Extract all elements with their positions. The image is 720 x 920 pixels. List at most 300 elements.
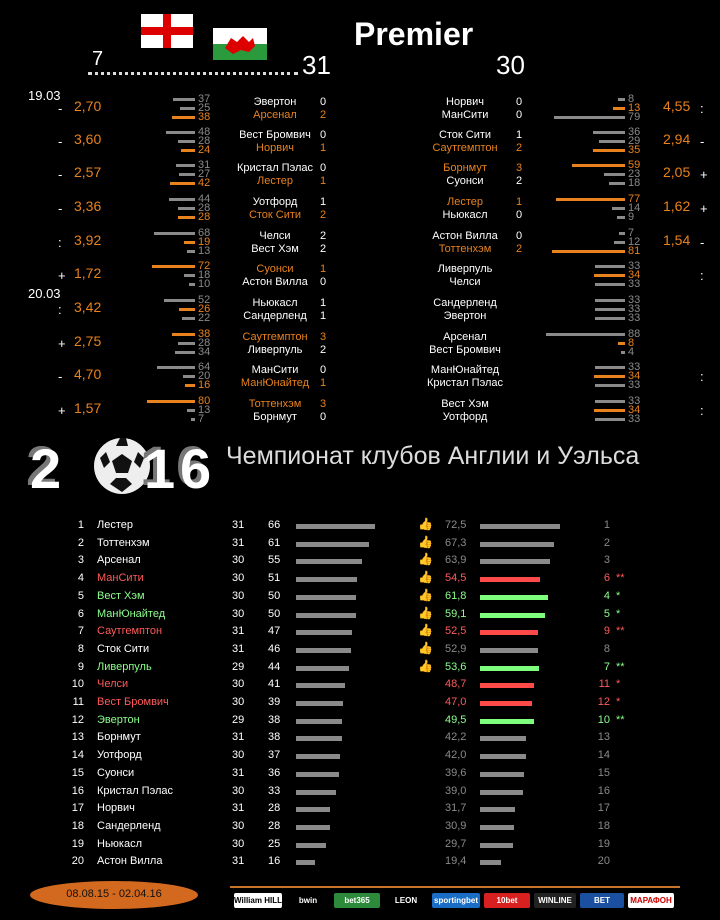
points-bar (296, 754, 340, 759)
match-sign: : (700, 101, 704, 116)
table-games: 30 (232, 608, 245, 620)
home-score: 1 (320, 263, 327, 275)
table-rating: 72,5 (445, 519, 467, 531)
table-games: 31 (232, 802, 245, 814)
points-bar (296, 666, 349, 671)
thumbs-up-icon: 👍 (418, 517, 433, 531)
table-games: 31 (232, 537, 245, 549)
rating-bar (480, 825, 514, 830)
match-odds: 1,62 (663, 198, 691, 214)
table-games: 29 (232, 714, 245, 726)
star-marks: * (616, 590, 621, 602)
home-team: Арсенал (443, 331, 487, 343)
home-score: 1 (516, 196, 523, 208)
points-bar (296, 613, 356, 618)
away-score: 0 (320, 276, 327, 288)
points-bar (296, 701, 343, 706)
match-sign: + (58, 268, 66, 283)
table-points: 55 (268, 554, 281, 566)
home-team: Сандерленд (433, 297, 497, 309)
match-sign: + (700, 201, 708, 216)
table-team: Уотфорд (97, 749, 142, 761)
pct-value: 4 (628, 346, 635, 358)
rating-bar (480, 790, 523, 795)
home-team: Лестер (447, 196, 483, 208)
table-games: 30 (232, 785, 245, 797)
forecast-place: 12 (597, 696, 610, 708)
pct-value: 29 (628, 135, 641, 147)
pct-value: 33 (628, 260, 641, 272)
pct-value: 72 (198, 260, 211, 272)
table-games: 29 (232, 661, 245, 673)
rating-bar (480, 577, 540, 582)
home-score: 3 (516, 162, 523, 174)
match-odds: 4,70 (74, 366, 102, 382)
table-team: Ливерпуль (97, 661, 152, 673)
match-odds: 3,60 (74, 131, 102, 147)
pct-value: 7 (198, 413, 205, 425)
rating-bar (480, 843, 513, 848)
match-sign: + (58, 336, 66, 351)
away-team: Суонси (446, 175, 484, 187)
rating-bar (480, 630, 538, 635)
table-games: 31 (232, 625, 245, 637)
forecast-place: 14 (597, 749, 610, 761)
forecast-place: 7 (603, 661, 610, 673)
table-team: Арсенал (97, 554, 141, 566)
table-points: 36 (268, 767, 281, 779)
away-team: МанЮнайтед (240, 377, 310, 389)
sponsor-logo: bwin (288, 893, 328, 908)
thumbs-up-icon: 👍 (418, 641, 433, 655)
points-bar (296, 807, 330, 812)
pct-value: 34 (628, 370, 641, 382)
points-bar (296, 595, 356, 600)
round-right: 30 (496, 50, 525, 80)
table-position: 11 (72, 696, 84, 708)
pct-value: 33 (628, 312, 641, 324)
away-team: Сток Сити (248, 209, 302, 221)
home-team: Кристал Пэлас (237, 162, 313, 174)
table-games: 30 (232, 820, 245, 832)
away-team: Челси (449, 276, 481, 288)
table-team: Тоттенхэм (97, 537, 150, 549)
table-position: 19 (71, 838, 84, 850)
forecast-place: 20 (597, 855, 610, 867)
pct-value: 79 (628, 111, 641, 123)
match-odds: 2,94 (663, 131, 691, 147)
away-score: 1 (320, 142, 327, 154)
thumbs-up-icon: 👍 (418, 606, 433, 620)
table-rating: 39,0 (445, 785, 467, 797)
table-points: 37 (268, 749, 281, 761)
pct-value: 33 (628, 361, 641, 373)
table-games: 30 (232, 749, 245, 761)
home-team: Астон Вилла (432, 230, 498, 242)
away-score: 0 (516, 109, 523, 121)
away-team: Сандерленд (243, 310, 307, 322)
away-team: Уотфорд (442, 411, 488, 423)
pct-value: 8 (628, 337, 635, 349)
rating-bar (480, 683, 534, 688)
pct-value: 64 (198, 361, 211, 373)
sponsor-logo: 10bet (484, 893, 530, 908)
home-score: 1 (320, 297, 327, 309)
rating-bar (480, 701, 532, 706)
match-sign: - (58, 134, 63, 149)
year-digit-1: 1 (144, 437, 176, 500)
table-position: 15 (71, 767, 84, 779)
table-rating: 30,9 (445, 820, 467, 832)
table-games: 31 (232, 767, 245, 779)
points-bar (296, 683, 345, 688)
forecast-place: 1 (603, 519, 610, 531)
pct-value: 18 (198, 269, 211, 281)
home-team: Тоттенхэм (248, 398, 302, 410)
pct-value: 28 (198, 135, 211, 147)
pct-value: 35 (628, 144, 641, 156)
banner-title: Чемпионат клубов Англии и Уэльса (226, 442, 640, 470)
forecast-place: 2 (603, 537, 610, 549)
table-team: Сток Сити (97, 643, 150, 655)
table-position: 4 (77, 572, 84, 584)
home-score: 0 (320, 364, 327, 376)
sponsor-logo: МАРАФОН (628, 893, 674, 908)
home-score: 0 (320, 96, 327, 108)
pct-value: 77 (628, 193, 641, 205)
home-score: 0 (320, 162, 327, 174)
away-score: 2 (516, 142, 523, 154)
date-1: 19.03 (28, 88, 61, 103)
points-bar (296, 577, 357, 582)
pct-value: 28 (198, 202, 211, 214)
match-sign: - (58, 167, 63, 182)
table-games: 30 (232, 554, 245, 566)
away-team: Ливерпуль (247, 344, 303, 356)
home-score: 2 (320, 230, 327, 242)
table-rating: 63,9 (445, 554, 467, 566)
thumbs-up-icon: 👍 (418, 659, 433, 673)
rating-bar (480, 719, 534, 724)
table-games: 30 (232, 590, 245, 602)
match-odds: 3,42 (74, 299, 102, 315)
year-digit-2: 2 (30, 437, 62, 500)
table-games: 30 (232, 678, 245, 690)
table-points: 38 (268, 731, 281, 743)
forecast-place: 16 (597, 785, 610, 797)
match-sign: : (58, 235, 62, 250)
star-marks: ** (616, 661, 625, 673)
pct-value: 19 (198, 236, 211, 248)
sponsor-logo: LEON (384, 893, 428, 908)
rating-bar (480, 860, 501, 865)
forecast-place: 17 (597, 802, 610, 814)
table-position: 10 (71, 678, 84, 690)
table-rating: 48,7 (445, 678, 467, 690)
away-score: 0 (516, 209, 523, 221)
table-points: 50 (268, 590, 281, 602)
forecast-place: 4 (603, 590, 610, 602)
table-team: Саутгемптон (97, 625, 163, 637)
match-sign: - (700, 235, 705, 250)
away-team: МанСити (441, 109, 489, 121)
away-score: 2 (516, 175, 523, 187)
table-games: 31 (232, 731, 245, 743)
pct-value: 68 (198, 227, 211, 239)
match-sign: + (700, 167, 708, 182)
pct-value: 36 (628, 126, 641, 138)
table-rating: 54,5 (445, 572, 467, 584)
table-position: 14 (71, 749, 84, 761)
year-digit-6: 6 (180, 437, 212, 500)
home-team: Суонси (256, 263, 294, 275)
table-points: 47 (268, 625, 281, 637)
star-marks: * (616, 696, 621, 708)
pct-value: 44 (198, 193, 211, 205)
table-position: 13 (71, 731, 84, 743)
pct-value: 14 (628, 202, 641, 214)
sponsor-logo: WINLINE (534, 893, 576, 908)
pct-value: 18 (628, 177, 641, 189)
forecast-place: 15 (597, 767, 610, 779)
away-score: 2 (516, 243, 523, 255)
table-team: МанЮнайтед (97, 608, 166, 620)
table-games: 31 (232, 519, 245, 531)
table-points: 41 (268, 678, 281, 690)
home-team: Борнмут (443, 162, 487, 174)
table-position: 2 (77, 537, 84, 549)
pct-value: 10 (198, 278, 211, 290)
points-bar (296, 772, 339, 777)
match-odds: 1,72 (74, 265, 102, 281)
table-games: 30 (232, 838, 245, 850)
rating-bar (480, 648, 538, 653)
pct-value: 12 (628, 236, 641, 248)
round-mid: 31 (302, 50, 331, 80)
points-bar (296, 843, 326, 848)
home-team: Сток Сити (438, 129, 492, 141)
points-bar (296, 630, 352, 635)
sponsor-logo: William HILL (234, 893, 282, 908)
points-bar (296, 524, 375, 529)
rating-bar (480, 524, 560, 529)
table-rating: 61,8 (445, 590, 467, 602)
home-team: Эвертон (253, 96, 297, 108)
pct-value: 38 (198, 111, 211, 123)
match-odds: 4,55 (663, 98, 691, 114)
pct-value: 33 (628, 395, 641, 407)
match-odds: 2,05 (663, 164, 691, 180)
pct-value: 27 (198, 168, 211, 180)
away-score: 2 (320, 209, 327, 221)
table-rating: 52,9 (445, 643, 467, 655)
away-team: Саутгемптон (432, 142, 498, 154)
pct-value: 59 (628, 159, 641, 171)
table-points: 38 (268, 714, 281, 726)
rating-bar (480, 613, 545, 618)
table-points: 61 (268, 537, 281, 549)
table-points: 33 (268, 785, 281, 797)
table-position: 1 (77, 519, 84, 531)
away-team: Норвич (256, 142, 294, 154)
sponsor-logo: sportingbet (432, 893, 480, 908)
points-bar (296, 790, 336, 795)
pct-value: 38 (198, 328, 211, 340)
away-score: 1 (320, 175, 327, 187)
star-marks: * (616, 608, 621, 620)
pct-value: 28 (198, 211, 211, 223)
away-team: Лестер (257, 175, 293, 187)
table-points: 28 (268, 820, 281, 832)
table-points: 39 (268, 696, 281, 708)
home-score: 1 (320, 196, 327, 208)
table-team: МанСити (97, 572, 144, 584)
match-sign: + (58, 403, 66, 418)
home-score: 3 (320, 331, 327, 343)
table-rating: 39,6 (445, 767, 467, 779)
league-title: Premier (354, 16, 474, 52)
pct-value: 20 (198, 370, 211, 382)
away-score: 2 (320, 109, 327, 121)
thumbs-up-icon: 👍 (418, 588, 433, 602)
away-score: 2 (320, 344, 327, 356)
table-position: 7 (77, 625, 84, 637)
pct-value: 33 (628, 379, 641, 391)
table-rating: 53,6 (445, 661, 467, 673)
match-odds: 3,92 (74, 232, 102, 248)
table-rating: 19,4 (445, 855, 467, 867)
forecast-place: 8 (603, 643, 610, 655)
pct-value: 42 (198, 177, 211, 189)
table-games: 31 (232, 643, 245, 655)
table-rating: 29,7 (445, 838, 467, 850)
forecast-place: 9 (603, 625, 610, 637)
match-sign: - (58, 369, 63, 384)
table-team: Суонси (97, 767, 135, 779)
pct-value: 52 (198, 294, 211, 306)
pct-value: 16 (198, 379, 211, 391)
table-position: 9 (77, 661, 84, 673)
home-score: 3 (320, 398, 327, 410)
pct-value: 13 (198, 404, 211, 416)
forecast-place: 6 (603, 572, 610, 584)
match-sign: - (58, 201, 63, 216)
pct-value: 31 (198, 159, 211, 171)
home-team: Саутгемптон (242, 331, 308, 343)
table-points: 51 (268, 572, 281, 584)
table-team: Норвич (97, 802, 135, 814)
forecast-place: 3 (603, 554, 610, 566)
pct-value: 22 (198, 312, 211, 324)
sponsor-strip (230, 886, 680, 888)
away-score: 2 (320, 243, 327, 255)
away-team: Тоттенхэм (438, 243, 492, 255)
home-score: 1 (516, 129, 523, 141)
home-team: Челси (259, 230, 291, 242)
pct-value: 28 (198, 337, 211, 349)
pct-value: 13 (628, 102, 641, 114)
thumbs-up-icon: 👍 (418, 623, 433, 637)
away-team: Кристал Пэлас (427, 377, 503, 389)
table-team: Вест Хэм (97, 590, 145, 602)
points-bar (296, 736, 342, 741)
table-rating: 42,0 (445, 749, 467, 761)
table-position: 16 (71, 785, 84, 797)
home-score: 0 (516, 96, 523, 108)
table-rating: 52,5 (445, 625, 467, 637)
home-score: 0 (516, 230, 523, 242)
table-games: 30 (232, 572, 245, 584)
table-position: 18 (71, 820, 84, 832)
away-score: 0 (320, 411, 327, 423)
home-team: Ньюкасл (252, 297, 298, 309)
table-rating: 59,1 (445, 608, 467, 620)
pct-value: 33 (628, 413, 641, 425)
away-team: Борнмут (253, 411, 297, 423)
table-points: 28 (268, 802, 281, 814)
pct-value: 34 (628, 404, 641, 416)
star-marks: ** (616, 572, 625, 584)
rating-bar (480, 595, 548, 600)
table-team: Астон Вилла (97, 855, 163, 867)
points-bar (296, 719, 342, 724)
pct-value: 48 (198, 126, 211, 138)
match-odds: 2,75 (74, 333, 102, 349)
table-position: 6 (77, 608, 84, 620)
points-bar (296, 559, 362, 564)
forecast-place: 5 (603, 608, 610, 620)
away-team: Арсенал (253, 109, 297, 121)
pct-value: 33 (628, 294, 641, 306)
table-position: 17 (71, 802, 84, 814)
forecast-place: 13 (597, 731, 610, 743)
table-team: Эвертон (97, 714, 140, 726)
table-games: 30 (232, 696, 245, 708)
table-team: Челси (97, 678, 129, 690)
table-position: 5 (77, 590, 84, 602)
pct-value: 34 (198, 346, 211, 358)
away-team: Астон Вилла (242, 276, 308, 288)
match-sign: : (58, 302, 62, 317)
star-marks: * (616, 678, 621, 690)
home-team: Уотфорд (252, 196, 298, 208)
thumbs-up-icon: 👍 (418, 570, 433, 584)
rating-bar (480, 772, 524, 777)
rating-bar (480, 736, 526, 741)
table-points: 50 (268, 608, 281, 620)
table-rating: 67,3 (445, 537, 467, 549)
table-rating: 47,0 (445, 696, 467, 708)
points-bar (296, 825, 330, 830)
match-odds: 2,70 (74, 98, 102, 114)
pct-value: 88 (628, 328, 641, 340)
away-team: Ньюкасл (442, 209, 488, 221)
home-team: Вест Хэм (441, 398, 489, 410)
table-rating: 31,7 (445, 802, 467, 814)
sponsor-logo: BET (580, 893, 624, 908)
table-team: Кристал Пэлас (97, 785, 173, 797)
match-odds: 2,57 (74, 164, 102, 180)
points-bar (296, 648, 351, 653)
table-points: 25 (268, 838, 281, 850)
sponsor-logo: bet365 (334, 893, 380, 908)
star-marks: ** (616, 625, 625, 637)
table-position: 8 (77, 643, 84, 655)
table-points: 46 (268, 643, 281, 655)
points-bar (296, 860, 315, 865)
table-position: 12 (71, 714, 84, 726)
pct-value: 24 (198, 144, 211, 156)
